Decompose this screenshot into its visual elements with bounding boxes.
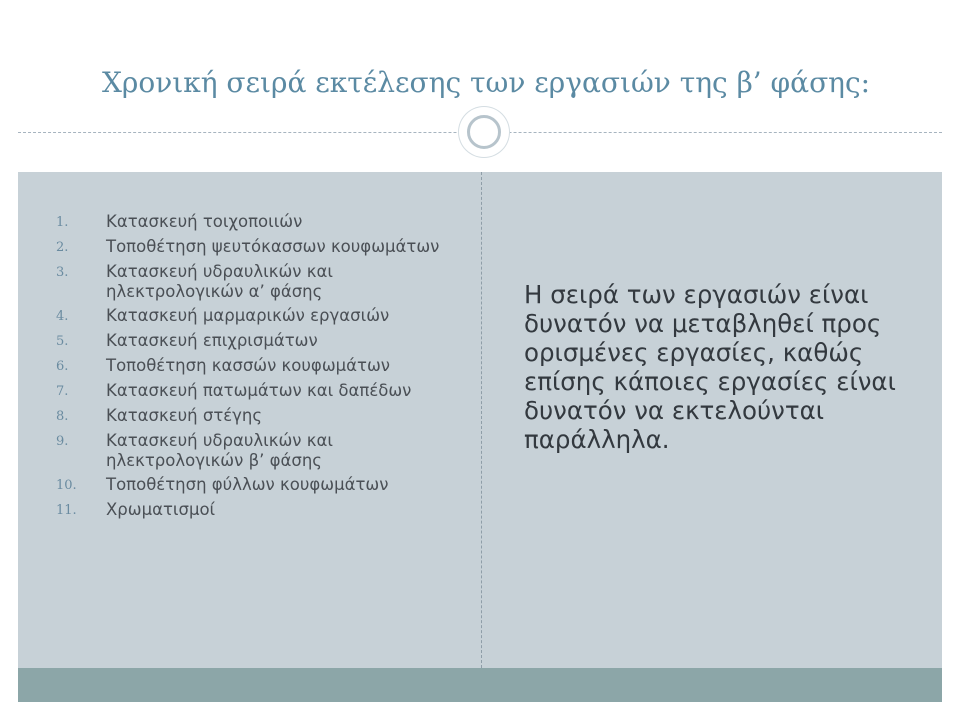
list-item <box>56 500 466 521</box>
list-item <box>56 237 466 258</box>
content-area <box>18 172 942 668</box>
list-number: 9. <box>56 434 69 449</box>
list-text: Κατασκευή επιχρισμάτων <box>106 331 318 350</box>
list-item <box>56 331 466 352</box>
list-number: 5. <box>56 334 69 349</box>
list-number: 3. <box>56 265 69 280</box>
ring-inner-icon <box>467 115 501 149</box>
slide-title: Χρονική σειρά εκτέλεσης των εργασιών της β’ φάσης: <box>102 66 871 99</box>
list-text: Κατασκευή μαρμαρικών εργασιών <box>106 306 390 325</box>
list-text: Κατασκευή τοιχοποιιών <box>106 212 303 231</box>
task-list <box>56 212 466 525</box>
list-text: Κατασκευή πατωμάτων και δαπέδων <box>106 381 412 400</box>
list-item <box>56 306 466 327</box>
list-item <box>56 356 466 377</box>
list-text: Τοποθέτηση φύλλων κουφωμάτων <box>106 475 389 494</box>
list-number: 7. <box>56 384 69 399</box>
footer-bar <box>18 668 942 702</box>
list-text: Κατασκευή υδραυλικών και ηλεκτρολογικών α’ φάσης <box>106 262 333 301</box>
right-pane <box>482 172 942 668</box>
list-item <box>56 381 466 402</box>
list-item <box>56 475 466 496</box>
list-text: Τοποθέτηση ψευτόκασσων κουφωμάτων <box>106 237 440 256</box>
list-item <box>56 262 466 302</box>
list-number: 10. <box>56 478 77 493</box>
column-divider <box>481 172 482 668</box>
list-number: 4. <box>56 309 69 324</box>
list-item <box>56 212 466 233</box>
left-pane <box>18 172 481 668</box>
list-text: Τοποθέτηση κασσών κουφωμάτων <box>106 356 390 375</box>
list-number: 2. <box>56 240 69 255</box>
list-number: 6. <box>56 359 69 374</box>
list-text: Κατασκευή υδραυλικών και ηλεκτρολογικών β’ φάσης <box>106 431 333 470</box>
ring-ornament-icon <box>459 107 509 157</box>
slide <box>18 18 942 702</box>
note-text: Η σειρά των εργασιών είναι δυνατόν να μεταβληθεί προς ορισμένες εργασίες, καθώς επίσης κάποιες εργασίες είναι δυνατόν να εκτελούνται παράλληλα. <box>524 280 896 454</box>
list-item <box>56 406 466 427</box>
list-number: 11. <box>56 503 77 518</box>
list-text: Χρωματισμοί <box>106 500 216 519</box>
list-text: Κατασκευή στέγης <box>106 406 263 425</box>
list-number: 1. <box>56 215 69 230</box>
list-number: 8. <box>56 409 69 424</box>
list-item <box>56 431 466 471</box>
